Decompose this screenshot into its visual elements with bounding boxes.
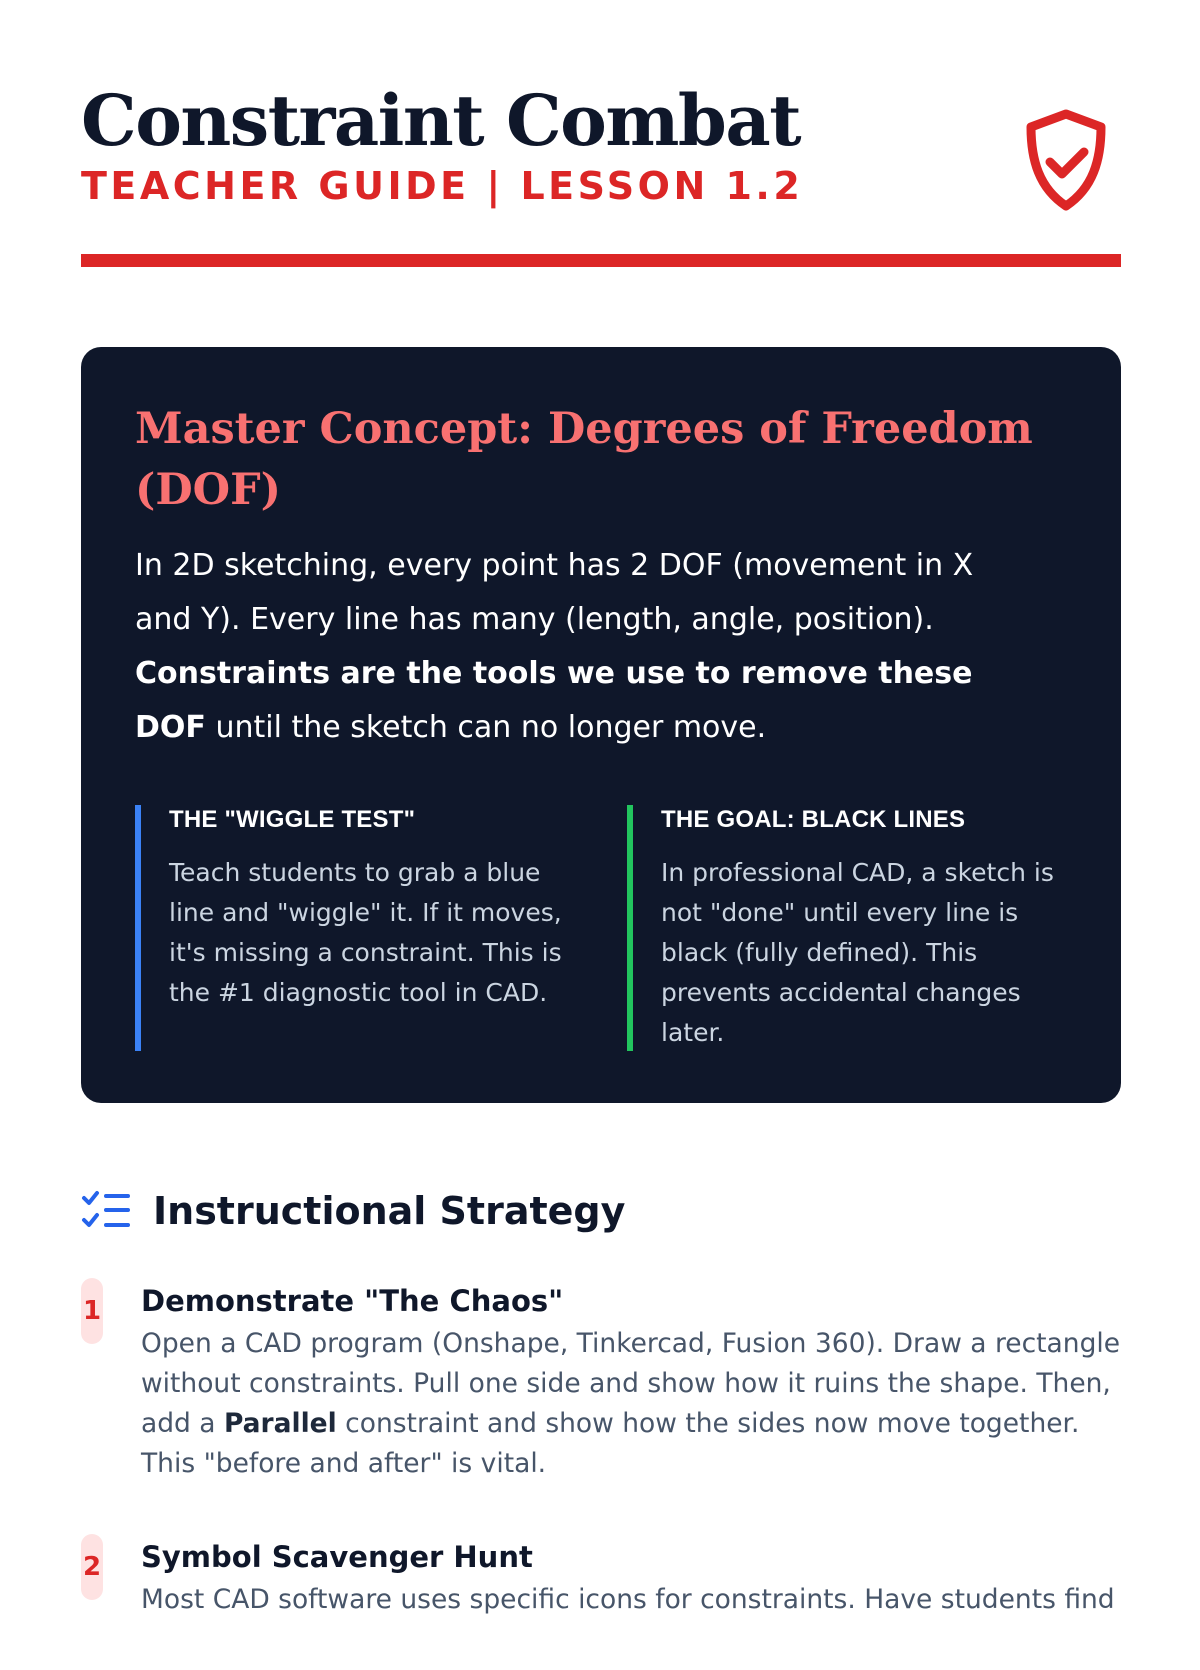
tip-wiggle-test [135, 805, 627, 1051]
shield-check-icon [1021, 108, 1111, 212]
step-desc-after: constraint and show how the sides now move together. This "before and after" is vital. [141, 1408, 1080, 1479]
strategy-title: Instructional Strategy [153, 1189, 626, 1233]
tip-text: Teach students to grab a blue line and "wiggle" it. If it moves, it's missing a constraint. This is the #1 diagnostic tool in CAD. [169, 858, 562, 1007]
tip-heading: THE GOAL: BLACK LINES [661, 806, 966, 833]
page-title: Constraint Combat [81, 79, 801, 162]
strategy-heading [81, 1185, 625, 1237]
step-title: Demonstrate "The Chaos" [141, 1284, 564, 1318]
page-subtitle: TEACHER GUIDE | LESSON 1.2 [81, 164, 804, 208]
master-concept-card [81, 347, 1121, 1103]
step-description [141, 1580, 1121, 1620]
step-number-badge: 2 [81, 1534, 103, 1600]
strategy-step [81, 1534, 1121, 1620]
concept-body-intro: In 2D sketching, every point has 2 DOF (movement in X and Y). Every line has many (length, angle, position). [135, 548, 974, 637]
concept-tips [135, 805, 1075, 1051]
list-check-icon [81, 1189, 131, 1233]
step-desc-bold: Parallel [223, 1408, 337, 1439]
step-title: Symbol Scavenger Hunt [141, 1540, 533, 1574]
step-desc-before: Most CAD software uses specific icons for constraints. Have students find [141, 1584, 1115, 1615]
header-divider [81, 254, 1121, 267]
tip-text: In professional CAD, a sketch is not "done" until every line is black (fully defined). This prevents accidental changes later. [661, 858, 1054, 1047]
tip-goal-black-lines [627, 805, 1075, 1051]
tip-heading: THE "WIGGLE TEST" [169, 806, 416, 833]
concept-body [135, 539, 1035, 755]
concept-body-emphasis: Constraints are the tools we use to remove these DOF [135, 656, 973, 745]
concept-body-end: until the sketch can no longer move. [215, 710, 767, 745]
teacher-guide-page [81, 0, 1121, 1615]
step-number-badge: 1 [81, 1278, 103, 1344]
step-desc-before: Open a CAD program (Onshape, Tinkercad, Fusion 360). Draw a rectangle without constraints. Pull one side and show how it ruins the shape. Then, add a [141, 1328, 1121, 1439]
strategy-steps [81, 1278, 1121, 1670]
step-description [141, 1324, 1121, 1484]
strategy-step [81, 1278, 1121, 1484]
guide-header [81, 0, 1121, 267]
concept-title: Master Concept: Degrees of Freedom (DOF) [135, 404, 1033, 515]
